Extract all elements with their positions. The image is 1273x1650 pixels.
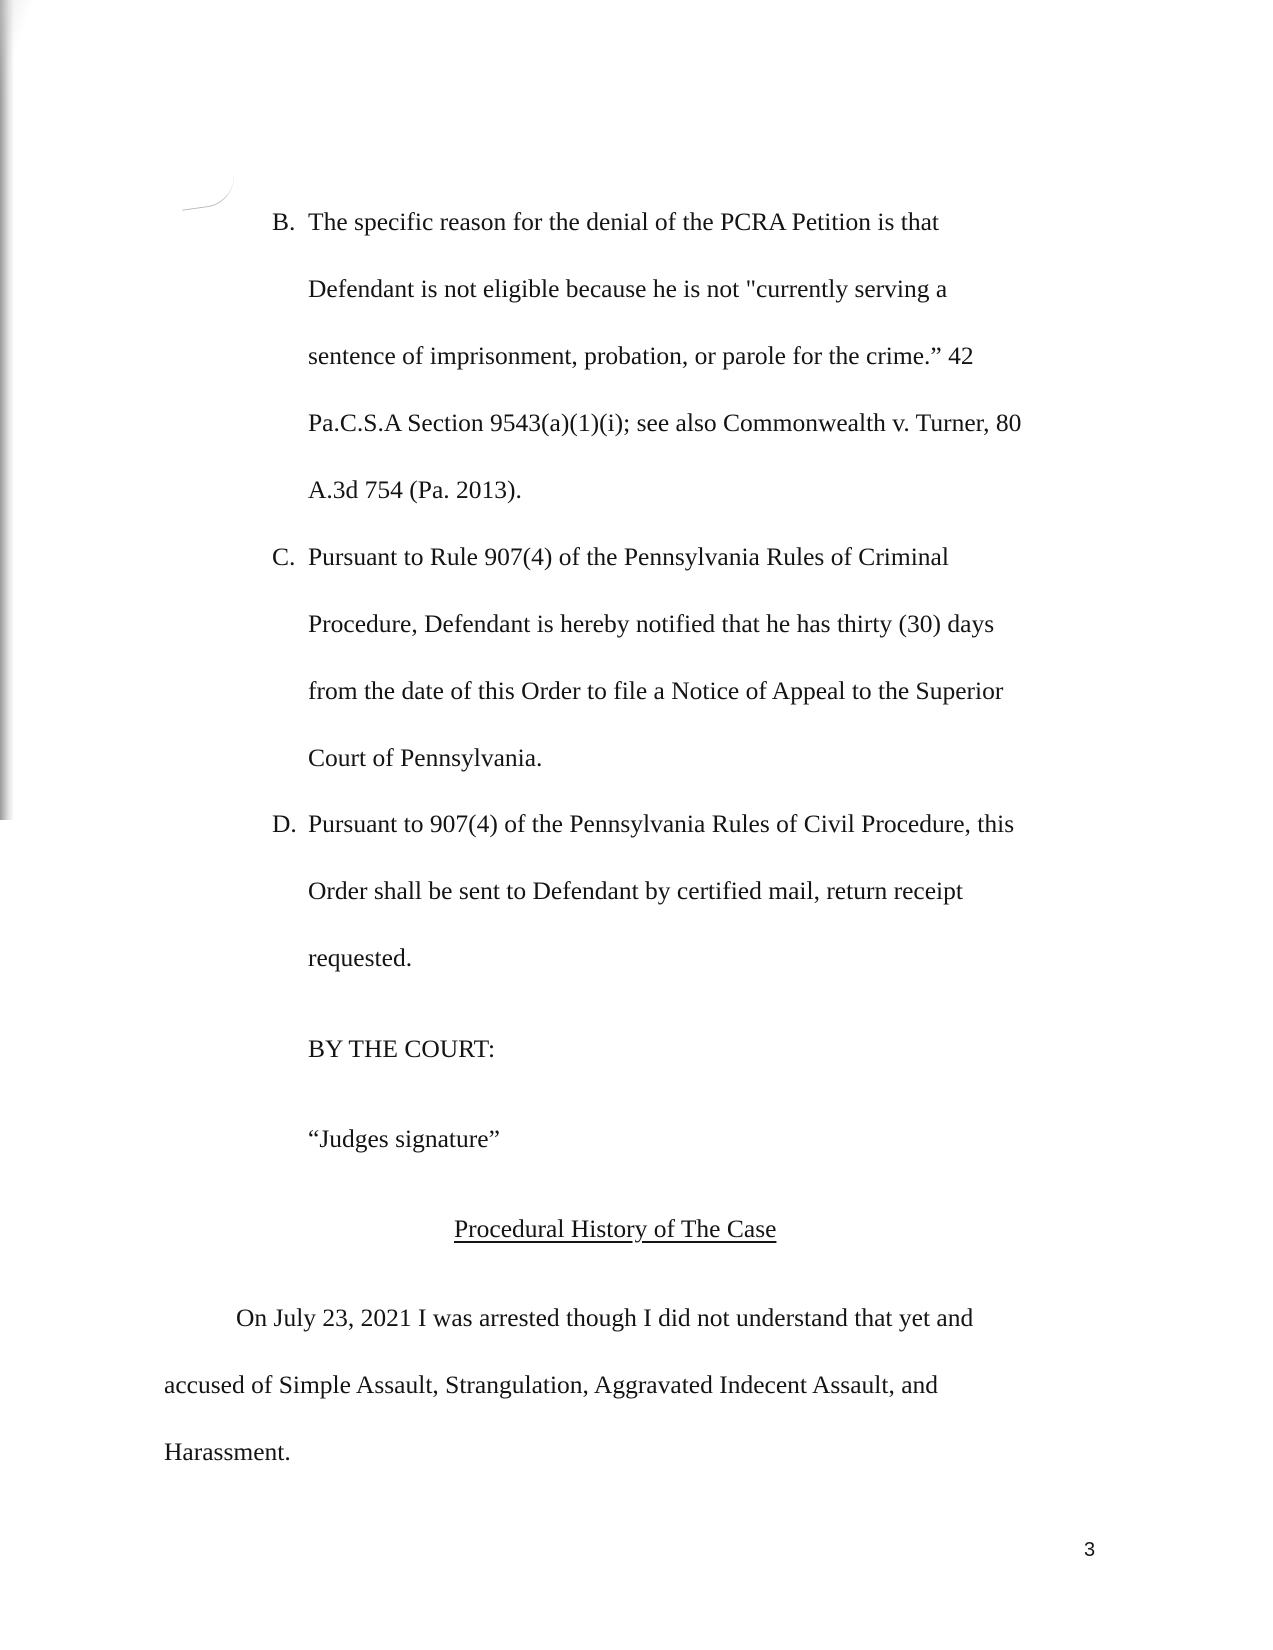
section-heading: Procedural History of The Case [454, 1214, 777, 1243]
scan-mark [178, 172, 238, 210]
item-c-line-4: Court of Pennsylvania. [308, 743, 543, 772]
item-d-line-3: requested. [308, 943, 413, 972]
item-b-line-2: Defendant is not eligible because he is not "currently serving a [308, 274, 948, 303]
item-c-line-3: from the date of this Order to file a Notice of Appeal to the Superior [308, 676, 1004, 705]
item-b-line-3: sentence of imprisonment, probation, or parole for the crime.” 42 [308, 341, 974, 370]
history-line-2: accused of Simple Assault, Strangulation, Aggravated Indecent Assault, and [164, 1370, 939, 1399]
judge-signature: “Judges signature” [308, 1124, 500, 1153]
item-b-line-5: A.3d 754 (Pa. 2013). [308, 475, 522, 504]
by-the-court: BY THE COURT: [308, 1034, 496, 1063]
page-number: 3 [1084, 1539, 1096, 1561]
item-b-line-1: The specific reason for the denial of the PCRA Petition is that [308, 207, 939, 236]
scan-edge-shadow [0, 0, 14, 820]
item-letter: D. [272, 809, 297, 838]
item-letter: C. [272, 542, 296, 571]
item-letter: B. [272, 207, 296, 236]
item-d-line-2: Order shall be sent to Defendant by certified mail, return receipt [308, 876, 963, 905]
item-b-line-4: Pa.C.S.A Section 9543(a)(1)(i); see also Commonwealth v. Turner, 80 [308, 408, 1022, 437]
item-c-line-2: Procedure, Defendant is hereby notified that he has thirty (30) days [308, 609, 995, 638]
history-line-3: Harassment. [164, 1437, 291, 1466]
item-c-line-1: Pursuant to Rule 907(4) of the Pennsylvania Rules of Criminal [308, 542, 949, 571]
item-d-line-1: Pursuant to 907(4) of the Pennsylvania Rules of Civil Procedure, this [308, 809, 1015, 838]
history-line-1: On July 23, 2021 I was arrested though I did not understand that yet and [236, 1303, 974, 1332]
